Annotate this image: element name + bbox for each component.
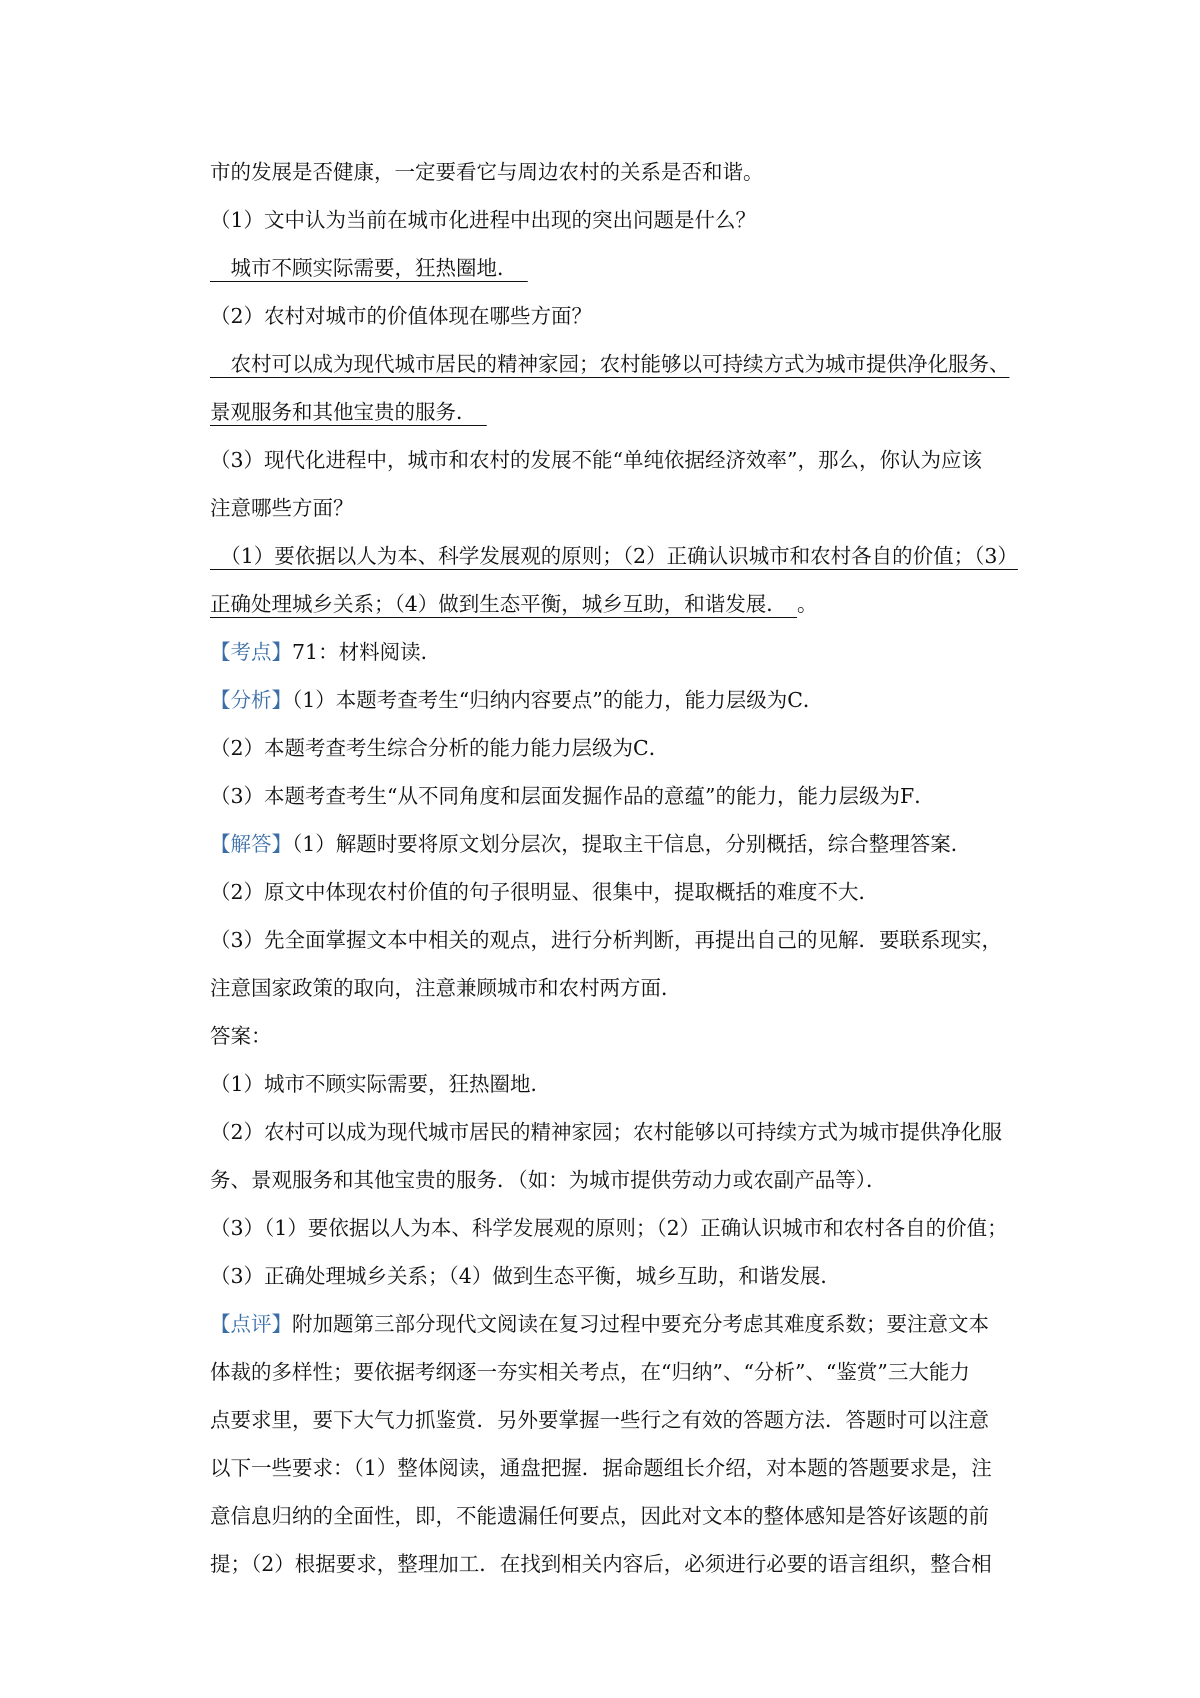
- question-3-line-1: （3）现代化进程中，城市和农村的发展不能“单纯依据经济效率”，那么，你认为应该: [210, 448, 983, 472]
- answer-3-underlined-2: 正确处理城乡关系；（4）做到生态平衡，城乡互助，和谐发展．: [210, 592, 798, 616]
- fenxi-item-2: （2）本题考查考生综合分析的能力能力层级为C．: [210, 736, 670, 760]
- dianping-line-5: 意信息归纳的全面性，即，不能遗漏任何要点，因此对文本的整体感知是答好该题的前: [210, 1504, 989, 1528]
- question-3-line-2: 注意哪些方面？: [210, 496, 354, 520]
- jieda-item-2: （2）原文中体现农村价值的句子很明显、很集中，提取概括的难度不大．: [210, 880, 880, 904]
- jieda-line: [210, 820, 1030, 868]
- dianping-tag: 【点评】: [210, 1312, 292, 1336]
- kaodian-line: [210, 628, 1030, 676]
- dianping-line: [210, 1300, 1030, 1348]
- document-body: [210, 148, 1030, 1588]
- answer-heading: 答案：: [210, 1024, 272, 1048]
- paragraph-line: 市的发展是否健康，一定要看它与周边农村的关系是否和谐。: [210, 160, 764, 184]
- jieda-item-3-line-2: 注意国家政策的取向，注意兼顾城市和农村两方面．: [210, 976, 682, 1000]
- final-answer-3-line-2: （3）正确处理城乡关系；（4）做到生态平衡，城乡互助，和谐发展．: [210, 1264, 841, 1288]
- fenxi-item-3: （3）本题考查考生“从不同角度和层面发掘作品的意蕴”的能力，能力层级为F．: [210, 784, 935, 808]
- final-answer-2-line-2: 务、景观服务和其他宝贵的服务．（如：为城市提供劳动力或农副产品等）．: [210, 1168, 887, 1192]
- answer-3-line-2: [210, 580, 1030, 628]
- final-answer-3-line-1: （3）（1）要依据以人为本、科学发展观的原则；（2）正确认识城市和农村各自的价值；: [210, 1216, 1008, 1240]
- fenxi-text: （1）本题考查考生“归纳内容要点”的能力，能力层级为C．: [292, 688, 824, 712]
- dianping-text: 附加题第三部分现代文阅读在复习过程中要充分考虑其难度系数；要注意文本: [292, 1312, 989, 1336]
- fenxi-tag: 【分析】: [210, 688, 292, 712]
- dianping-line-2: 体裁的多样性；要依据考纲逐一夯实相关考点，在“归纳”、“分析”、“鉴赏”三大能力: [210, 1360, 970, 1384]
- question-1: （1）文中认为当前在城市化进程中出现的突出问题是什么？: [210, 208, 757, 232]
- dianping-line-6: 提；（2）根据要求，整理加工．在找到相关内容后，必须进行必要的语言组织，整合相: [210, 1552, 992, 1576]
- answer-3-line-1: [210, 532, 1030, 580]
- jieda-text: （1）解题时要将原文划分层次，提取主干信息，分别概括，综合整理答案．: [292, 832, 972, 856]
- answer-1-underlined: 城市不顾实际需要，狂热圈地．: [210, 256, 528, 280]
- dianping-line-3: 点要求里，要下大气力抓鉴赏．另外要掌握一些行之有效的答题方法．答题时可以注意: [210, 1408, 989, 1432]
- answer-2-line-1: [210, 340, 1030, 388]
- question-2: （2）农村对城市的价值体现在哪些方面？: [210, 304, 593, 328]
- answer-2-underlined-2: 景观服务和其他宝贵的服务．: [210, 400, 487, 424]
- answer-2-underlined-1: 农村可以成为现代城市居民的精神家园；农村能够以可持续方式为城市提供净化服务、: [210, 352, 1010, 376]
- final-answer-1: （1）城市不顾实际需要，狂热圈地．: [210, 1072, 552, 1096]
- jieda-item-3-line-1: （3）先全面掌握文本中相关的观点，进行分析判断，再提出自己的见解．要联系现实，: [210, 928, 1003, 952]
- jieda-tag: 【解答】: [210, 832, 292, 856]
- kaodian-tag: 【考点】: [210, 640, 292, 664]
- answer-1-line: [210, 244, 1030, 292]
- answer-2-line-2: [210, 388, 1030, 436]
- fenxi-line: [210, 676, 1030, 724]
- final-answer-2-line-1: （2）农村可以成为现代城市居民的精神家园；农村能够以可持续方式为城市提供净化服: [210, 1120, 1003, 1144]
- dianping-line-4: 以下一些要求：（1）整体阅读，通盘把握．据命题组长介绍，对本题的答题要求是，注: [210, 1456, 992, 1480]
- answer-3-underlined-1: （1）要依据以人为本、科学发展观的原则；（2）正确认识城市和农村各自的价值；（3）: [210, 544, 1018, 568]
- answer-3-period: 。: [797, 592, 818, 616]
- kaodian-text: 71：材料阅读．: [292, 640, 442, 664]
